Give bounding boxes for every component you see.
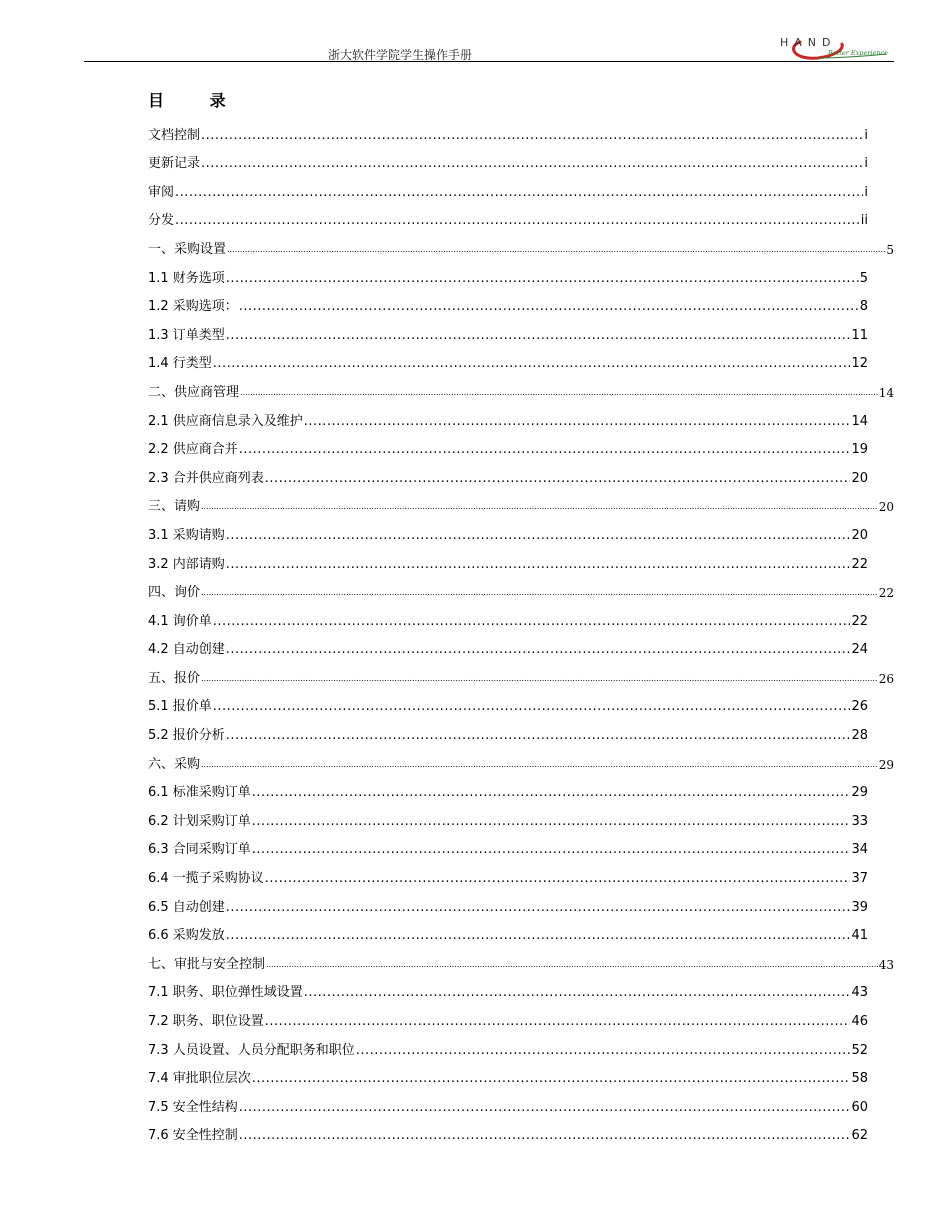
- toc-entry-title: 人员设置、人员分配职务和职位: [172, 1042, 355, 1058]
- toc-entry[interactable]: [148, 973, 868, 1002]
- toc-dot-leader: [226, 557, 851, 573]
- toc-entry-page: 8: [859, 299, 868, 315]
- toc-entry-page: 41: [851, 928, 868, 944]
- toc-entry-title: 标准采购订单: [172, 785, 251, 801]
- toc-entry-title: 财务选项: [172, 270, 225, 286]
- hand-logo: [778, 34, 890, 64]
- toc-entry-page: 39: [851, 899, 868, 915]
- toc-entry-number: 6.4: [148, 871, 169, 887]
- toc-dot-leader: [252, 785, 851, 801]
- toc-entry-title: 文档控制: [148, 127, 201, 143]
- toc-entry-number: 6.3: [148, 842, 169, 858]
- toc-entry-title: 自动创建: [172, 642, 225, 658]
- toc-entry-title: 七、审批与安全控制: [148, 956, 266, 972]
- toc-entry-number: 2.3: [148, 470, 169, 486]
- toc-entry[interactable]: [148, 344, 868, 373]
- toc-dot-leader: [175, 213, 860, 229]
- toc-entry-title: 六、采购: [148, 756, 201, 772]
- toc-entry-title: 二、供应商管理: [148, 384, 240, 400]
- toc-entry-page: 5: [859, 270, 868, 286]
- toc-dot-leader: [226, 728, 851, 744]
- toc-entry-title: 三、请购: [148, 499, 201, 515]
- toc-entry[interactable]: [148, 573, 894, 602]
- toc-entry-title: 合并供应商列表: [172, 470, 264, 486]
- toc-dot-leader: [175, 185, 863, 201]
- toc-entry[interactable]: [148, 601, 868, 630]
- toc-entry-number: 7.4: [148, 1071, 169, 1087]
- header-title: 浙大软件学院学生操作手册: [328, 48, 473, 62]
- toc-entry[interactable]: [148, 201, 868, 230]
- toc-entry-number: 1.3: [148, 327, 169, 343]
- toc-dot-leader: [201, 156, 863, 172]
- toc-entry-title: 供应商信息录入及维护: [172, 413, 303, 429]
- toc-entry-page: 22: [878, 586, 894, 601]
- toc-entry-title: 计划采购订单: [172, 813, 251, 829]
- toc-entry-title: 供应商合并: [172, 442, 238, 458]
- toc-dot-leader: [265, 871, 851, 887]
- toc-entry-page: 43: [878, 957, 894, 972]
- toc-dot-leader: [304, 985, 851, 1001]
- toc-dot-leader: [304, 414, 851, 430]
- toc-entry[interactable]: [148, 458, 868, 487]
- toc-entry-number: 6.2: [148, 813, 169, 829]
- toc-entry[interactable]: [148, 401, 868, 430]
- toc-entry-page: 11: [851, 327, 868, 343]
- toc-entry-title: 报价分析: [172, 728, 225, 744]
- toc-dot-leader: [265, 471, 851, 487]
- toc-entry-number: 2.2: [148, 442, 169, 458]
- toc-entry[interactable]: [148, 515, 868, 544]
- toc-entry[interactable]: [148, 1001, 868, 1030]
- header-rule: [84, 61, 894, 62]
- toc-entry-page: 14: [851, 413, 868, 429]
- toc-entry[interactable]: [148, 229, 894, 258]
- toc-entry-page: 62: [851, 1128, 868, 1144]
- toc-entry-page: 19: [851, 442, 868, 458]
- toc-entry-page: 46: [851, 1014, 868, 1029]
- toc-entry-page: 22: [851, 556, 868, 572]
- toc-entry-number: 7.5: [148, 1099, 169, 1115]
- toc-entry[interactable]: [148, 487, 894, 516]
- toc-entry-title: 采购发放: [172, 928, 225, 944]
- toc-entry-title: 安全性结构: [172, 1099, 238, 1115]
- toc-entry-number: 6.1: [148, 785, 169, 801]
- toc-entry-number: 3.2: [148, 556, 169, 572]
- toc-entry-page: 29: [878, 757, 894, 772]
- toc-entry-page: 34: [851, 842, 868, 858]
- toc-entry[interactable]: [148, 887, 868, 916]
- toc-entry-number: 1.4: [148, 356, 169, 372]
- toc-dot-leader: [227, 242, 885, 258]
- toc-entry[interactable]: [148, 1116, 868, 1145]
- toc-dot-leader: [356, 1043, 851, 1059]
- toc-entry-page: 29: [851, 785, 868, 801]
- toc-entry[interactable]: [148, 544, 868, 573]
- toc-entry-number: 3.1: [148, 527, 169, 543]
- toc-entry[interactable]: [148, 630, 868, 659]
- toc-entry-page: 26: [851, 699, 868, 715]
- toc-entry-page: 20: [878, 500, 894, 515]
- toc-dot-leader: [265, 1014, 851, 1030]
- table-of-contents: [148, 115, 894, 1144]
- toc-entry-title: 职务、职位弹性域设置: [172, 985, 303, 1001]
- toc-entry-title: 自动创建: [172, 899, 225, 915]
- toc-entry-number: 7.1: [148, 985, 169, 1001]
- toc-entry-page: 5: [886, 242, 894, 257]
- toc-entry-title: 行类型: [172, 356, 212, 372]
- toc-dot-leader: [226, 328, 851, 344]
- toc-dot-leader: [201, 585, 878, 601]
- toc-entry-title: 采购选项：: [172, 299, 238, 315]
- toc-entry-page: 26: [878, 671, 894, 686]
- toc-entry-number: 6.5: [148, 899, 169, 915]
- toc-dot-leader: [239, 1100, 851, 1116]
- toc-dot-leader: [201, 757, 878, 773]
- toc-entry-page: 33: [851, 813, 868, 829]
- toc-entry[interactable]: [148, 144, 868, 173]
- toc-entry-number: 4.1: [148, 613, 169, 629]
- toc-entry[interactable]: [148, 372, 894, 401]
- toc-entry-title: 内部请购: [172, 556, 225, 572]
- toc-entry-page: 20: [851, 470, 868, 486]
- toc-heading: 目 录: [148, 91, 246, 110]
- toc-entry-number: 7.2: [148, 1014, 169, 1029]
- toc-entry-page: 24: [851, 642, 868, 658]
- toc-entry[interactable]: [148, 315, 868, 344]
- toc-entry-page: i: [864, 127, 868, 143]
- toc-dot-leader: [226, 271, 859, 287]
- toc-entry-number: 6.6: [148, 928, 169, 944]
- toc-entry[interactable]: [148, 1087, 868, 1116]
- toc-entry-title: 一揽子采购协议: [172, 871, 264, 887]
- toc-entry-title: 更新记录: [148, 156, 201, 172]
- toc-dot-leader: [239, 299, 859, 315]
- toc-entry-title: 审批职位层次: [172, 1071, 251, 1087]
- toc-entry-number: 2.1: [148, 413, 169, 429]
- toc-dot-leader: [226, 900, 851, 916]
- toc-entry[interactable]: [148, 172, 868, 201]
- toc-entry[interactable]: [148, 1030, 868, 1059]
- toc-entry[interactable]: [148, 801, 868, 830]
- toc-entry-title: 四、询价: [148, 585, 201, 601]
- toc-entry[interactable]: [148, 287, 868, 316]
- toc-entry-page: 20: [851, 527, 868, 543]
- logo-tagline: Better Experience: [828, 49, 888, 57]
- toc-entry[interactable]: [148, 115, 868, 144]
- toc-entry-page: ii: [860, 213, 868, 229]
- toc-dot-leader: [213, 699, 851, 715]
- toc-dot-leader: [201, 671, 878, 687]
- toc-entry-page: 37: [851, 871, 868, 887]
- toc-entry-number: 7.6: [148, 1128, 169, 1144]
- toc-entry-page: i: [864, 184, 868, 200]
- toc-entry-page: 43: [851, 985, 868, 1001]
- toc-entry[interactable]: [148, 1059, 868, 1088]
- toc-entry-number: 1.1: [148, 270, 169, 286]
- toc-dot-leader: [226, 528, 851, 544]
- toc-dot-leader: [266, 957, 878, 973]
- toc-dot-leader: [252, 814, 851, 830]
- toc-entry[interactable]: [148, 830, 868, 859]
- toc-entry-title: 采购请购: [172, 527, 225, 543]
- toc-entry[interactable]: [148, 916, 868, 945]
- toc-entry-page: 58: [851, 1071, 868, 1087]
- toc-entry-number: 5.2: [148, 728, 169, 744]
- toc-entry-title: 审阅: [148, 184, 175, 200]
- toc-entry[interactable]: [148, 744, 894, 773]
- toc-dot-leader: [201, 128, 863, 144]
- toc-entry-number: 4.2: [148, 642, 169, 658]
- toc-entry-title: 一、采购设置: [148, 241, 227, 257]
- toc-entry-page: i: [864, 156, 868, 172]
- toc-entry-title: 询价单: [172, 613, 212, 629]
- toc-entry-title: 职务、职位设置: [172, 1014, 264, 1029]
- toc-entry-page: 12: [851, 356, 868, 372]
- toc-entry-page: 14: [878, 385, 894, 400]
- toc-entry[interactable]: [148, 944, 894, 973]
- logo-text: HAND: [780, 36, 837, 49]
- toc-entry-title: 安全性控制: [172, 1128, 238, 1144]
- toc-entry-title: 订单类型: [172, 327, 225, 343]
- toc-entry[interactable]: [148, 258, 868, 287]
- toc-dot-leader: [226, 642, 851, 658]
- toc-dot-leader: [213, 356, 851, 372]
- toc-entry-page: 28: [851, 728, 868, 744]
- toc-dot-leader: [213, 614, 851, 630]
- toc-entry[interactable]: [148, 430, 868, 459]
- toc-dot-leader: [239, 1128, 851, 1144]
- toc-entry[interactable]: [148, 687, 868, 716]
- toc-entry-title: 分发: [148, 213, 175, 229]
- toc-entry[interactable]: [148, 858, 868, 887]
- toc-entry-number: 1.2: [148, 299, 169, 315]
- toc-dot-leader: [239, 442, 851, 458]
- toc-dot-leader: [240, 385, 878, 401]
- toc-entry-page: 52: [851, 1042, 868, 1058]
- toc-entry-page: 60: [851, 1099, 868, 1115]
- toc-entry[interactable]: [148, 658, 894, 687]
- toc-dot-leader: [226, 928, 851, 944]
- toc-dot-leader: [252, 1071, 851, 1087]
- toc-entry-title: 五、报价: [148, 670, 201, 686]
- toc-entry-title: 报价单: [172, 699, 212, 715]
- toc-dot-leader: [252, 842, 851, 858]
- toc-entry[interactable]: [148, 715, 868, 744]
- page-header: [84, 38, 894, 62]
- toc-entry[interactable]: [148, 773, 868, 802]
- toc-dot-leader: [201, 499, 878, 515]
- toc-entry-page: 22: [851, 613, 868, 629]
- toc-entry-title: 合同采购订单: [172, 842, 251, 858]
- toc-entry-number: 5.1: [148, 699, 169, 715]
- toc-entry-number: 7.3: [148, 1042, 169, 1058]
